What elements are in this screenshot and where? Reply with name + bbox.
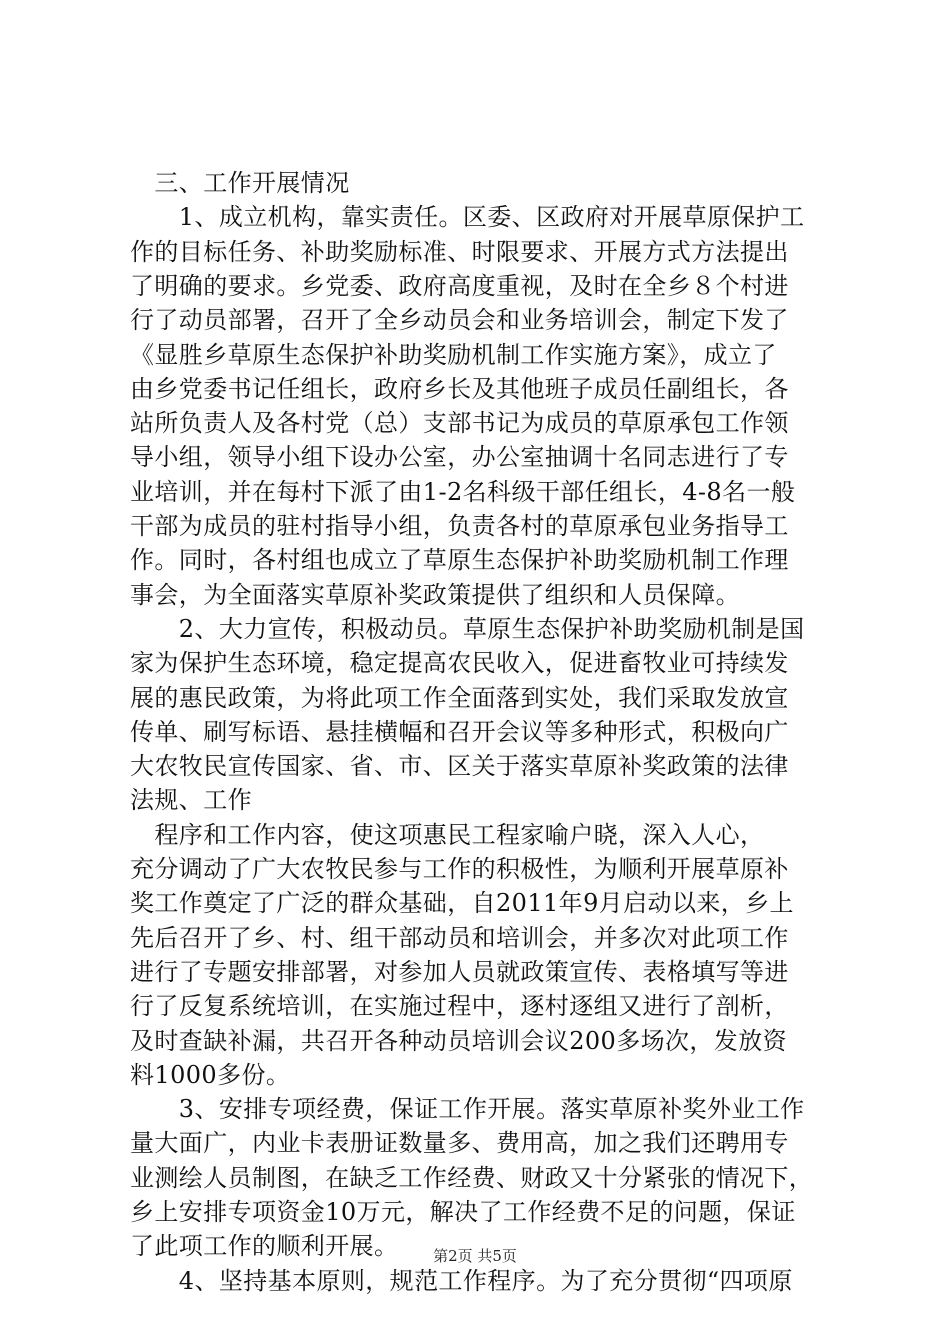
text-line: 进行了专题安排部署，对参加人员就政策宣传、表格填写等进 <box>130 957 789 986</box>
text-line: 大农牧民宣传国家、省、市、区关于落实草原补奖政策的法律 <box>130 752 789 781</box>
text-line: 了明确的要求。乡党委、政府高度重视，及时在全乡８个村进 <box>130 271 789 300</box>
text-line: 导小组，领导小组下设办公室，办公室抽调十名同志进行了专 <box>130 443 789 472</box>
text-line: 及时查缺补漏，共召开各种动员培训会议200多场次，发放资 <box>130 1026 788 1055</box>
text-line: 家为保护生态环境，稳定提高农民收入，促进畜牧业可持续发 <box>130 649 789 678</box>
text-line: 充分调动了广大农牧民参与工作的积极性，为顺利开展草原补 <box>130 855 789 883</box>
text-line: 料1000多份。 <box>130 1060 291 1089</box>
text-line: 4、坚持基本原则，规范工作程序。为了充分贯彻“四项原 <box>130 1266 793 1295</box>
text-line: 3、安排专项经费，保证工作开展。落实草原补奖外业工作 <box>130 1095 805 1124</box>
text-line: 业培训，并在每村下派了由1-2名科级干部任组长，4-8名一般 <box>130 477 796 506</box>
text-line: 展的惠民政策，为将此项工作全面落到实处，我们采取发放宣 <box>130 683 789 712</box>
text-line: 三、工作开展情况 <box>130 169 350 197</box>
text-line: 乡上安排专项资金10万元，解决了工作经费不足的问题，保证 <box>130 1198 796 1226</box>
text-line: 行了反复系统培训，在实施过程中，逐村逐组又进行了剖析， <box>130 992 789 1021</box>
text-line: 事会，为全面落实草原补奖政策提供了组织和人员保障。 <box>130 580 740 609</box>
text-line: 1、成立机构，靠实责任。区委、区政府对开展草原保护工 <box>130 203 805 232</box>
page-footer: 第2页 共5页 <box>433 1247 517 1265</box>
text-line: 传单、刷写标语、悬挂横幅和召开会议等多种形式，积极向广 <box>130 717 789 746</box>
text-line: 干部为成员的驻村指导小组，负责各村的草原承包业务指导工 <box>130 512 789 540</box>
text-line: 《显胜乡草原生态保护补助奖励机制工作实施方案》，成立了 <box>130 340 777 369</box>
text-line: 作的目标任务、补助奖励标准、时限要求、开展方式方法提出 <box>130 237 789 266</box>
text-line: 行了动员部署，召开了全乡动员会和业务培训会，制定下发了 <box>130 306 789 335</box>
text-line: 由乡党委书记任组长，政府乡长及其他班子成员任副组长，各 <box>130 374 789 403</box>
text-line: 作。同时，各村组也成立了草原生态保护补助奖励机制工作理 <box>130 546 789 575</box>
text-line: 奖工作奠定了广泛的群众基础，自2011年9月启动以来，乡上 <box>130 889 794 918</box>
text-line: 程序和工作内容，使这项惠民工程家喻户晓，深入人心， <box>130 820 765 849</box>
text-line: 站所负责人及各村党（总）支部书记为成员的草原承包工作领 <box>130 409 789 438</box>
text-line: 2、大力宣传，积极动员。草原生态保护补助奖励机制是国 <box>130 614 805 643</box>
text-line: 业测绘人员制图，在缺乏工作经费、财政又十分紧张的情况下， <box>130 1163 814 1192</box>
text-line: 了此项工作的顺利开展。 <box>130 1232 399 1261</box>
text-line: 先后召开了乡、村、组干部动员和培训会，并多次对此项工作 <box>130 923 789 952</box>
text-line: 量大面广，内业卡表册证数量多、费用高，加之我们还聘用专 <box>130 1129 789 1158</box>
text-line: 法规、工作 <box>130 786 252 815</box>
